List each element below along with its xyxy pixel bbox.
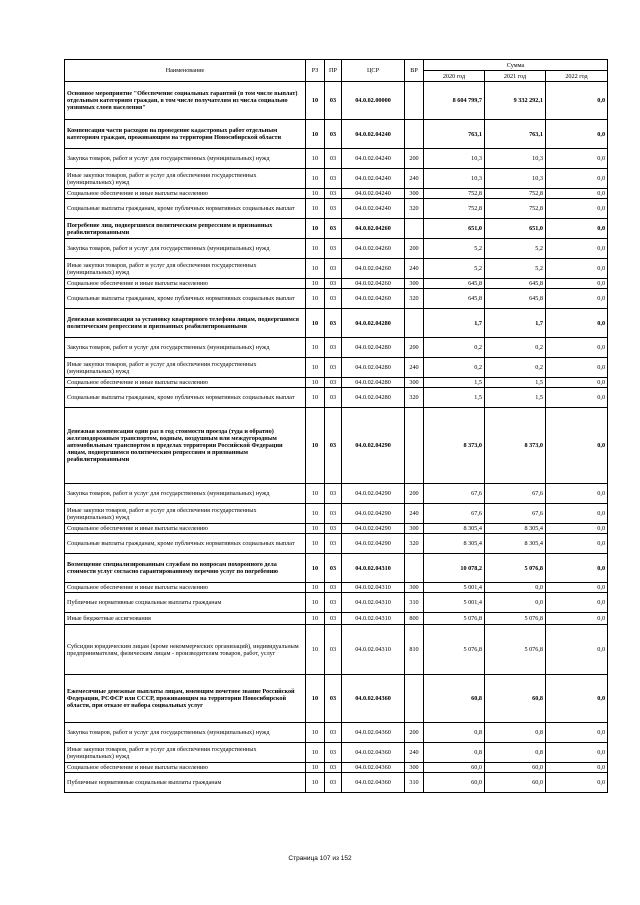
row-pr: 03	[325, 484, 342, 504]
row-name: Социальное обеспечение и иные выплаты населению	[65, 524, 306, 534]
row-amount-2022: 0,0	[546, 388, 608, 408]
row-amount-2020: 0,8	[424, 723, 485, 743]
row-amount-2020: 10,3	[424, 149, 485, 169]
row-csr: 04.0.02.04240	[342, 149, 405, 169]
col-header-2021: 2021 год	[485, 71, 546, 82]
row-rz: 10	[306, 743, 325, 763]
table-row-section	[65, 82, 608, 120]
row-amount-2020: 1,5	[424, 388, 485, 408]
row-pr: 03	[325, 219, 342, 239]
row-amount-2020: 1,7	[424, 309, 485, 338]
row-vr: 200	[405, 149, 424, 169]
row-name: Социальное обеспечение и иные выплаты населению	[65, 189, 306, 199]
row-pr: 03	[325, 199, 342, 219]
row-name: Денежная компенсация за установку квартирного телефона лицам, подвергшимся политическим репрессиям и признанных реабилитированными	[65, 309, 306, 338]
row-vr: 200	[405, 338, 424, 358]
table-row	[65, 583, 608, 593]
row-vr: 240	[405, 259, 424, 279]
row-csr: 04.0.02.04310	[342, 613, 405, 625]
col-header-name: Наименование	[65, 60, 306, 82]
row-rz: 10	[306, 484, 325, 504]
row-amount-2020: 5 076,8	[424, 613, 485, 625]
col-header-sum: Сумма	[424, 60, 608, 71]
row-amount-2021: 0,0	[485, 593, 546, 613]
row-csr: 04.0.02.04290	[342, 524, 405, 534]
row-amount-2021: 0,8	[485, 743, 546, 763]
row-rz: 10	[306, 338, 325, 358]
row-amount-2020: 67,6	[424, 504, 485, 524]
row-rz: 10	[306, 219, 325, 239]
table-row	[65, 338, 608, 358]
row-rz: 10	[306, 82, 325, 120]
row-pr: 03	[325, 338, 342, 358]
row-rz: 10	[306, 239, 325, 259]
row-csr: 04.0.02.04260	[342, 289, 405, 309]
row-pr: 03	[325, 743, 342, 763]
row-csr: 04.0.02.04290	[342, 534, 405, 554]
row-vr	[405, 219, 424, 239]
row-name: Закупка товаров, работ и услуг для государственных (муниципальных) нужд	[65, 723, 306, 743]
row-amount-2022: 0,0	[546, 259, 608, 279]
row-pr: 03	[325, 378, 342, 388]
row-vr: 320	[405, 534, 424, 554]
row-amount-2021: 752,8	[485, 189, 546, 199]
table-row	[65, 524, 608, 534]
row-rz: 10	[306, 524, 325, 534]
row-vr: 300	[405, 583, 424, 593]
row-amount-2020: 1,5	[424, 378, 485, 388]
row-rz: 10	[306, 259, 325, 279]
row-pr: 03	[325, 524, 342, 534]
row-name: Ежемесячные денежные выплаты лицам, имеющим почетное звание Российской Федерации, РСФСР или СССР, проживающим на территории Новосибирской области, при отказе от набора социальных услуг	[65, 675, 306, 723]
col-header-2020: 2020 год	[424, 71, 485, 82]
row-name: Возмещение специализированным службам по вопросам похоронного дела стоимости услуг согласно гарантированному перечню услуг по погребению	[65, 554, 306, 583]
row-amount-2021: 5 076,8	[485, 554, 546, 583]
row-pr: 03	[325, 309, 342, 338]
table-row	[65, 259, 608, 279]
row-amount-2020: 8 305,4	[424, 534, 485, 554]
row-amount-2020: 60,0	[424, 763, 485, 773]
row-amount-2022: 0,0	[546, 534, 608, 554]
row-amount-2020: 651,0	[424, 219, 485, 239]
row-amount-2021: 67,6	[485, 484, 546, 504]
row-csr: 04.0.02.04240	[342, 169, 405, 189]
row-csr: 04.0.02.04280	[342, 338, 405, 358]
row-amount-2022: 0,0	[546, 120, 608, 149]
table-row	[65, 593, 608, 613]
table-row	[65, 239, 608, 259]
row-name: Социальное обеспечение и иные выплаты населению	[65, 378, 306, 388]
row-csr: 04.0.02.04310	[342, 554, 405, 583]
row-vr: 200	[405, 239, 424, 259]
row-amount-2021: 763,1	[485, 120, 546, 149]
row-pr: 03	[325, 289, 342, 309]
row-csr: 04.0.02.04240	[342, 199, 405, 219]
row-pr: 03	[325, 625, 342, 675]
row-amount-2021: 1,7	[485, 309, 546, 338]
row-csr: 04.0.02.04260	[342, 239, 405, 259]
col-header-2022: 2022 год	[546, 71, 608, 82]
row-amount-2022: 0,0	[546, 149, 608, 169]
row-amount-2022: 0,0	[546, 484, 608, 504]
row-amount-2020: 0,2	[424, 358, 485, 378]
row-amount-2022: 0,0	[546, 613, 608, 625]
row-vr: 320	[405, 199, 424, 219]
row-amount-2020: 8 305,4	[424, 524, 485, 534]
row-amount-2021: 0,0	[485, 583, 546, 593]
row-vr: 240	[405, 743, 424, 763]
row-rz: 10	[306, 583, 325, 593]
row-vr	[405, 675, 424, 723]
row-amount-2021: 10,3	[485, 169, 546, 189]
row-vr	[405, 309, 424, 338]
row-vr: 800	[405, 613, 424, 625]
row-amount-2020: 645,8	[424, 279, 485, 289]
row-amount-2020: 752,8	[424, 199, 485, 219]
row-amount-2020: 5,2	[424, 259, 485, 279]
row-amount-2022: 0,0	[546, 504, 608, 524]
row-name: Иные закупки товаров, работ и услуг для обеспечения государственных (муниципальных) нужд	[65, 358, 306, 378]
row-csr: 04.0.02.04280	[342, 388, 405, 408]
header-row-top	[65, 60, 608, 71]
row-vr: 810	[405, 625, 424, 675]
row-amount-2021: 1,5	[485, 388, 546, 408]
row-rz: 10	[306, 169, 325, 189]
row-rz: 10	[306, 149, 325, 169]
row-amount-2020: 8 373,0	[424, 408, 485, 484]
row-amount-2020: 5 001,4	[424, 593, 485, 613]
row-vr: 300	[405, 763, 424, 773]
row-csr: 04.0.02.04260	[342, 279, 405, 289]
row-rz: 10	[306, 388, 325, 408]
table-row	[65, 169, 608, 189]
table-row	[65, 289, 608, 309]
row-pr: 03	[325, 723, 342, 743]
table-row	[65, 279, 608, 289]
row-rz: 10	[306, 120, 325, 149]
table-row	[65, 763, 608, 773]
row-amount-2021: 67,6	[485, 504, 546, 524]
row-amount-2022: 0,0	[546, 169, 608, 189]
row-name: Закупка товаров, работ и услуг для государственных (муниципальных) нужд	[65, 239, 306, 259]
row-pr: 03	[325, 593, 342, 613]
row-rz: 10	[306, 534, 325, 554]
row-pr: 03	[325, 613, 342, 625]
row-amount-2022: 0,0	[546, 675, 608, 723]
row-rz: 10	[306, 593, 325, 613]
row-pr: 03	[325, 408, 342, 484]
row-amount-2022: 0,0	[546, 189, 608, 199]
row-vr: 300	[405, 279, 424, 289]
budget-table	[64, 59, 608, 793]
row-pr: 03	[325, 169, 342, 189]
row-name: Иные бюджетные ассигнования	[65, 613, 306, 625]
table-row	[65, 613, 608, 625]
table-row	[65, 625, 608, 675]
row-pr: 03	[325, 149, 342, 169]
table-row	[65, 484, 608, 504]
row-vr: 320	[405, 388, 424, 408]
row-pr: 03	[325, 583, 342, 593]
row-rz: 10	[306, 613, 325, 625]
row-amount-2022: 0,0	[546, 358, 608, 378]
table-row	[65, 149, 608, 169]
table-row-section	[65, 120, 608, 149]
row-amount-2021: 5,2	[485, 239, 546, 259]
row-rz: 10	[306, 289, 325, 309]
col-header-rz: РЗ	[306, 60, 325, 82]
row-amount-2022: 0,0	[546, 378, 608, 388]
row-rz: 10	[306, 504, 325, 524]
row-name: Публичные нормативные социальные выплаты гражданам	[65, 773, 306, 793]
row-amount-2021: 5 076,8	[485, 625, 546, 675]
row-amount-2020: 763,1	[424, 120, 485, 149]
row-vr: 310	[405, 773, 424, 793]
row-name: Иные закупки товаров, работ и услуг для обеспечения государственных (муниципальных) нужд	[65, 259, 306, 279]
row-amount-2021: 0,8	[485, 723, 546, 743]
row-csr: 04.0.02.04280	[342, 378, 405, 388]
row-amount-2021: 10,3	[485, 149, 546, 169]
row-csr: 04.0.02.04290	[342, 408, 405, 484]
row-vr: 300	[405, 378, 424, 388]
row-amount-2020: 5,2	[424, 239, 485, 259]
row-amount-2022: 0,0	[546, 289, 608, 309]
table-row-section	[65, 219, 608, 239]
row-csr: 04.0.02.04240	[342, 120, 405, 149]
col-header-csr: ЦСР	[342, 60, 405, 82]
row-rz: 10	[306, 723, 325, 743]
row-pr: 03	[325, 388, 342, 408]
row-name: Денежная компенсация один раз в год стоимости проезда (туда и обратно) железнодорожным транспортом, водным, воздушным или междугородным автомобильным транспортом в пределах территории Российской Федерации лицам, подвергшимся политическим репрессиям и признанным реабилитированными	[65, 408, 306, 484]
row-amount-2022: 0,0	[546, 239, 608, 259]
row-amount-2021: 0,2	[485, 338, 546, 358]
row-amount-2020: 0,8	[424, 743, 485, 763]
row-csr: 04.0.02.04310	[342, 593, 405, 613]
row-amount-2022: 0,0	[546, 723, 608, 743]
row-amount-2022: 0,0	[546, 554, 608, 583]
row-amount-2020: 5 001,4	[424, 583, 485, 593]
row-csr: 04.0.02.04360	[342, 763, 405, 773]
table-row-section	[65, 675, 608, 723]
row-pr: 03	[325, 504, 342, 524]
row-amount-2021: 8 305,4	[485, 534, 546, 554]
table-row	[65, 358, 608, 378]
row-amount-2022: 0,0	[546, 763, 608, 773]
row-csr: 04.0.02.04280	[342, 309, 405, 338]
row-csr: 04.0.02.04360	[342, 675, 405, 723]
row-amount-2020: 752,8	[424, 189, 485, 199]
row-name: Иные закупки товаров, работ и услуг для обеспечения государственных (муниципальных) нужд	[65, 743, 306, 763]
table-row	[65, 773, 608, 793]
row-vr: 240	[405, 358, 424, 378]
row-amount-2021: 752,8	[485, 199, 546, 219]
row-name: Закупка товаров, работ и услуг для государственных (муниципальных) нужд	[65, 149, 306, 169]
col-header-pr: ПР	[325, 60, 342, 82]
row-rz: 10	[306, 189, 325, 199]
table-row	[65, 504, 608, 524]
row-amount-2020: 60,0	[424, 773, 485, 793]
row-vr: 200	[405, 723, 424, 743]
table-row-section	[65, 554, 608, 583]
table-body	[65, 82, 608, 793]
table-row	[65, 388, 608, 408]
row-name: Иные закупки товаров, работ и услуг для обеспечения государственных (муниципальных) нужд	[65, 169, 306, 189]
row-name: Публичные нормативные социальные выплаты гражданам	[65, 593, 306, 613]
row-name: Социальные выплаты гражданам, кроме публичных нормативных социальных выплат	[65, 534, 306, 554]
row-amount-2022: 0,0	[546, 773, 608, 793]
row-name: Основное мероприятие "Обеспечение социальных гарантий (в том числе выплат) отдельным категориям граждан, в том числе получателям из числа социально уязвимых слоев населения"	[65, 82, 306, 120]
row-amount-2021: 8 373,0	[485, 408, 546, 484]
row-csr: 04.0.02.04260	[342, 259, 405, 279]
row-rz: 10	[306, 773, 325, 793]
row-csr: 04.0.02.04360	[342, 773, 405, 793]
row-amount-2020: 8 604 799,7	[424, 82, 485, 120]
row-vr	[405, 408, 424, 484]
row-amount-2020: 5 076,8	[424, 625, 485, 675]
row-amount-2021: 5,2	[485, 259, 546, 279]
row-amount-2021: 9 332 292,1	[485, 82, 546, 120]
row-pr: 03	[325, 120, 342, 149]
page-footer: Страница 107 из 152	[288, 855, 352, 862]
row-rz: 10	[306, 358, 325, 378]
row-amount-2021: 60,0	[485, 773, 546, 793]
row-name: Закупка товаров, работ и услуг для государственных (муниципальных) нужд	[65, 484, 306, 504]
row-amount-2020: 67,6	[424, 484, 485, 504]
row-name: Социальные выплаты гражданам, кроме публичных нормативных социальных выплат	[65, 289, 306, 309]
row-name: Социальное обеспечение и иные выплаты населению	[65, 583, 306, 593]
row-pr: 03	[325, 773, 342, 793]
row-name: Компенсация части расходов на проведение кадастровых работ отдельным категориям граждан, проживающим на территории Новосибирской области	[65, 120, 306, 149]
row-amount-2020: 645,8	[424, 289, 485, 309]
row-csr: 04.0.02.04290	[342, 484, 405, 504]
row-amount-2021: 8 305,4	[485, 524, 546, 534]
row-amount-2022: 0,0	[546, 338, 608, 358]
row-amount-2022: 0,0	[546, 199, 608, 219]
row-amount-2022: 0,0	[546, 625, 608, 675]
row-pr: 03	[325, 279, 342, 289]
row-amount-2022: 0,0	[546, 593, 608, 613]
row-name: Социальное обеспечение и иные выплаты населению	[65, 763, 306, 773]
row-amount-2021: 645,8	[485, 279, 546, 289]
row-rz: 10	[306, 625, 325, 675]
row-rz: 10	[306, 309, 325, 338]
row-amount-2021: 651,0	[485, 219, 546, 239]
row-csr: 04.0.02.04260	[342, 219, 405, 239]
row-csr: 04.0.02.04280	[342, 358, 405, 378]
row-csr: 04.0.02.04310	[342, 583, 405, 593]
row-rz: 10	[306, 279, 325, 289]
row-pr: 03	[325, 239, 342, 259]
row-name: Погребение лиц, подвергшихся политическим репрессиям и признанных реабилитированными	[65, 219, 306, 239]
row-amount-2022: 0,0	[546, 583, 608, 593]
row-vr: 300	[405, 189, 424, 199]
row-pr: 03	[325, 82, 342, 120]
row-rz: 10	[306, 675, 325, 723]
row-pr: 03	[325, 358, 342, 378]
row-vr: 300	[405, 524, 424, 534]
row-rz: 10	[306, 378, 325, 388]
row-amount-2020: 10,3	[424, 169, 485, 189]
row-amount-2022: 0,0	[546, 219, 608, 239]
row-name: Социальные выплаты гражданам, кроме публичных нормативных социальных выплат	[65, 388, 306, 408]
table-row	[65, 743, 608, 763]
row-pr: 03	[325, 554, 342, 583]
table-row-section	[65, 309, 608, 338]
row-amount-2022: 0,0	[546, 82, 608, 120]
row-amount-2021: 60,8	[485, 675, 546, 723]
row-amount-2022: 0,0	[546, 408, 608, 484]
row-csr: 04.0.02.04240	[342, 189, 405, 199]
row-rz: 10	[306, 199, 325, 219]
row-amount-2021: 5 076,8	[485, 613, 546, 625]
row-amount-2022: 0,0	[546, 279, 608, 289]
table-row-section	[65, 408, 608, 484]
row-rz: 10	[306, 554, 325, 583]
row-pr: 03	[325, 534, 342, 554]
row-vr: 200	[405, 484, 424, 504]
row-amount-2021: 645,8	[485, 289, 546, 309]
row-pr: 03	[325, 675, 342, 723]
row-csr: 04.0.02.00000	[342, 82, 405, 120]
table-row	[65, 723, 608, 743]
row-vr: 310	[405, 593, 424, 613]
row-name: Социальные выплаты гражданам, кроме публичных нормативных социальных выплат	[65, 199, 306, 219]
row-vr: 320	[405, 289, 424, 309]
row-pr: 03	[325, 189, 342, 199]
table-row	[65, 378, 608, 388]
row-amount-2022: 0,0	[546, 309, 608, 338]
row-rz: 10	[306, 408, 325, 484]
row-amount-2020: 0,2	[424, 338, 485, 358]
row-vr	[405, 82, 424, 120]
row-vr	[405, 554, 424, 583]
table-row	[65, 534, 608, 554]
row-amount-2020: 10 078,2	[424, 554, 485, 583]
row-amount-2021: 60,0	[485, 763, 546, 773]
row-amount-2022: 0,0	[546, 524, 608, 534]
row-vr: 240	[405, 504, 424, 524]
row-vr	[405, 120, 424, 149]
row-rz: 10	[306, 763, 325, 773]
row-csr: 04.0.02.04310	[342, 625, 405, 675]
row-vr: 240	[405, 169, 424, 189]
row-name: Иные закупки товаров, работ и услуг для обеспечения государственных (муниципальных) нужд	[65, 504, 306, 524]
row-pr: 03	[325, 763, 342, 773]
table-row	[65, 199, 608, 219]
row-amount-2021: 0,2	[485, 358, 546, 378]
row-name: Социальное обеспечение и иные выплаты населению	[65, 279, 306, 289]
row-amount-2022: 0,0	[546, 743, 608, 763]
row-name: Субсидии юридическим лицам (кроме некоммерческих организаций), индивидуальным предпринимателям, физическим лицам - производителям товаров, работ, услуг	[65, 625, 306, 675]
table-row	[65, 189, 608, 199]
row-pr: 03	[325, 259, 342, 279]
row-name: Закупка товаров, работ и услуг для государственных (муниципальных) нужд	[65, 338, 306, 358]
row-csr: 04.0.02.04290	[342, 504, 405, 524]
row-csr: 04.0.02.04360	[342, 723, 405, 743]
row-amount-2021: 1,5	[485, 378, 546, 388]
col-header-vr: ВР	[405, 60, 424, 82]
row-csr: 04.0.02.04360	[342, 743, 405, 763]
row-amount-2020: 60,8	[424, 675, 485, 723]
